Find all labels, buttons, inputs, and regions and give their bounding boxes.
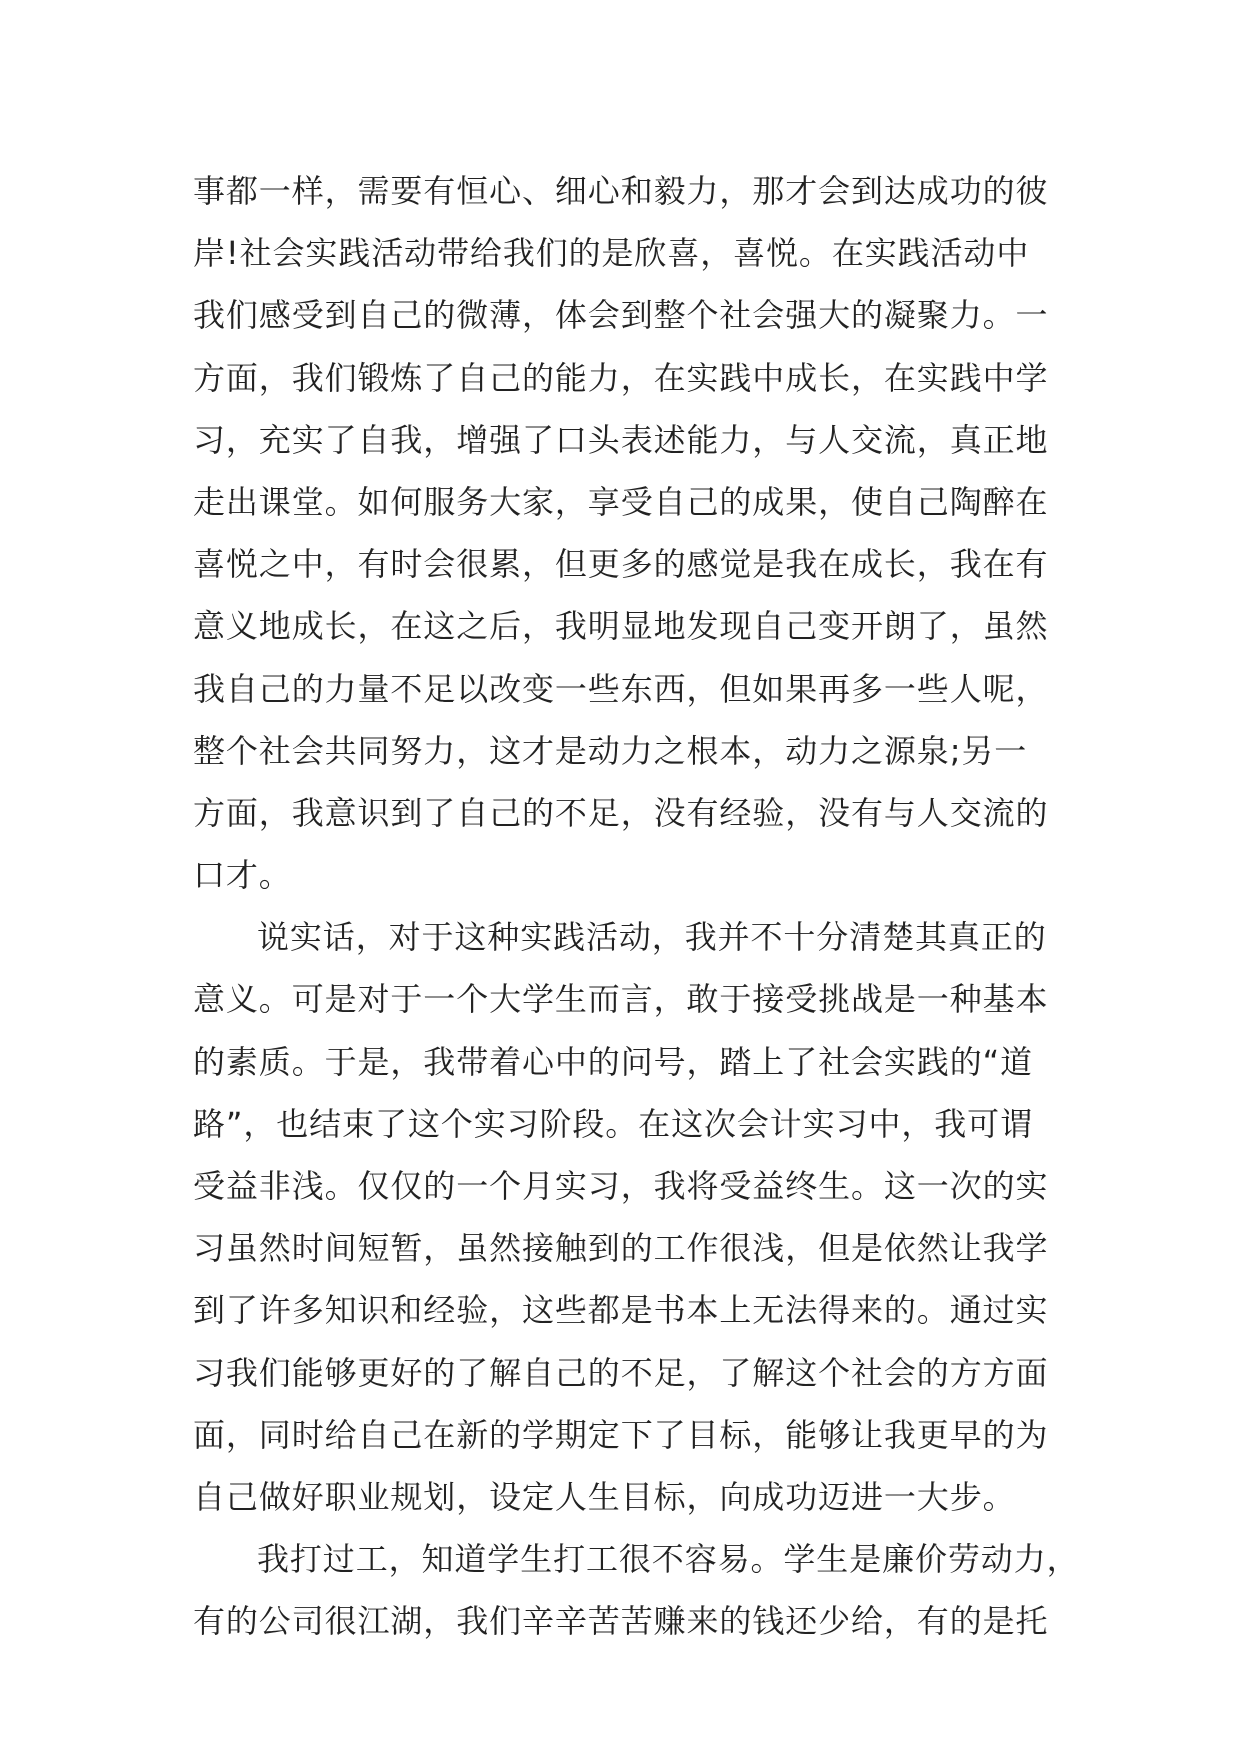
text-line: 到了许多知识和经验，这些都是书本上无法得来的。通过实 <box>193 1291 1049 1330</box>
text-line: 口才。 <box>193 856 292 895</box>
text-line: 喜悦之中，有时会很累，但更多的感觉是我在成长，我在有 <box>193 545 1049 584</box>
text-line: 方面，我意识到了自己的不足，没有经验，没有与人交流的 <box>193 793 1049 832</box>
text-line: 习我们能够更好的了解自己的不足，了解这个社会的方方面 <box>193 1353 1049 1392</box>
text-line: 自己做好职业规划，设定人生目标，向成功迈进一大步。 <box>193 1477 1016 1516</box>
text-line: 面，同时给自己在新的学期定下了目标，能够让我更早的为 <box>193 1415 1049 1454</box>
text-line: 路”，也结束了这个实习阶段。在这次会计实习中，我可谓 <box>193 1104 1033 1143</box>
paragraph-first-line: 我打过工，知道学生打工很不容易。学生是廉价劳动力， <box>257 1540 1080 1579</box>
text-line: 我们感受到自己的微薄，体会到整个社会强大的凝聚力。一 <box>193 296 1049 335</box>
text-line: 习，充实了自我，增强了口头表述能力，与人交流，真正地 <box>193 420 1049 459</box>
paragraph-first-line: 说实话，对于这种实践活动，我并不十分清楚其真正的 <box>257 918 1047 957</box>
text-line: 意义地成长，在这之后，我明显地发现自己变开朗了，虽然 <box>193 607 1049 646</box>
text-line: 意义。可是对于一个大学生而言，敢于接受挑战是一种基本 <box>193 980 1049 1019</box>
text-line: 岸!社会实践活动带给我们的是欣喜，喜悦。在实践活动中 <box>193 234 1030 273</box>
text-line: 事都一样，需要有恒心、细心和毅力，那才会到达成功的彼 <box>193 172 1049 210</box>
text-line: 方面，我们锻炼了自己的能力，在实践中成长，在实践中学 <box>193 358 1049 397</box>
text-line: 受益非浅。仅仅的一个月实习，我将受益终生。这一次的实 <box>193 1167 1049 1205</box>
text-line: 整个社会共同努力，这才是动力之根本，动力之源泉;另一 <box>193 731 1028 770</box>
text-line: 走出课堂。如何服务大家，享受自己的成果，使自己陶醉在 <box>193 482 1049 521</box>
text-line: 的素质。于是，我带着心中的问号，踏上了社会实践的“道 <box>193 1042 1033 1081</box>
text-line: 习虽然时间短暂，虽然接触到的工作很浅，但是依然让我学 <box>193 1229 1049 1268</box>
text-line: 有的公司很江湖，我们辛辛苦苦赚来的钱还少给，有的是托 <box>193 1602 1049 1641</box>
document-body <box>193 160 1080 1653</box>
text-line: 我自己的力量不足以改变一些东西，但如果再多一些人呢， <box>193 669 1049 708</box>
